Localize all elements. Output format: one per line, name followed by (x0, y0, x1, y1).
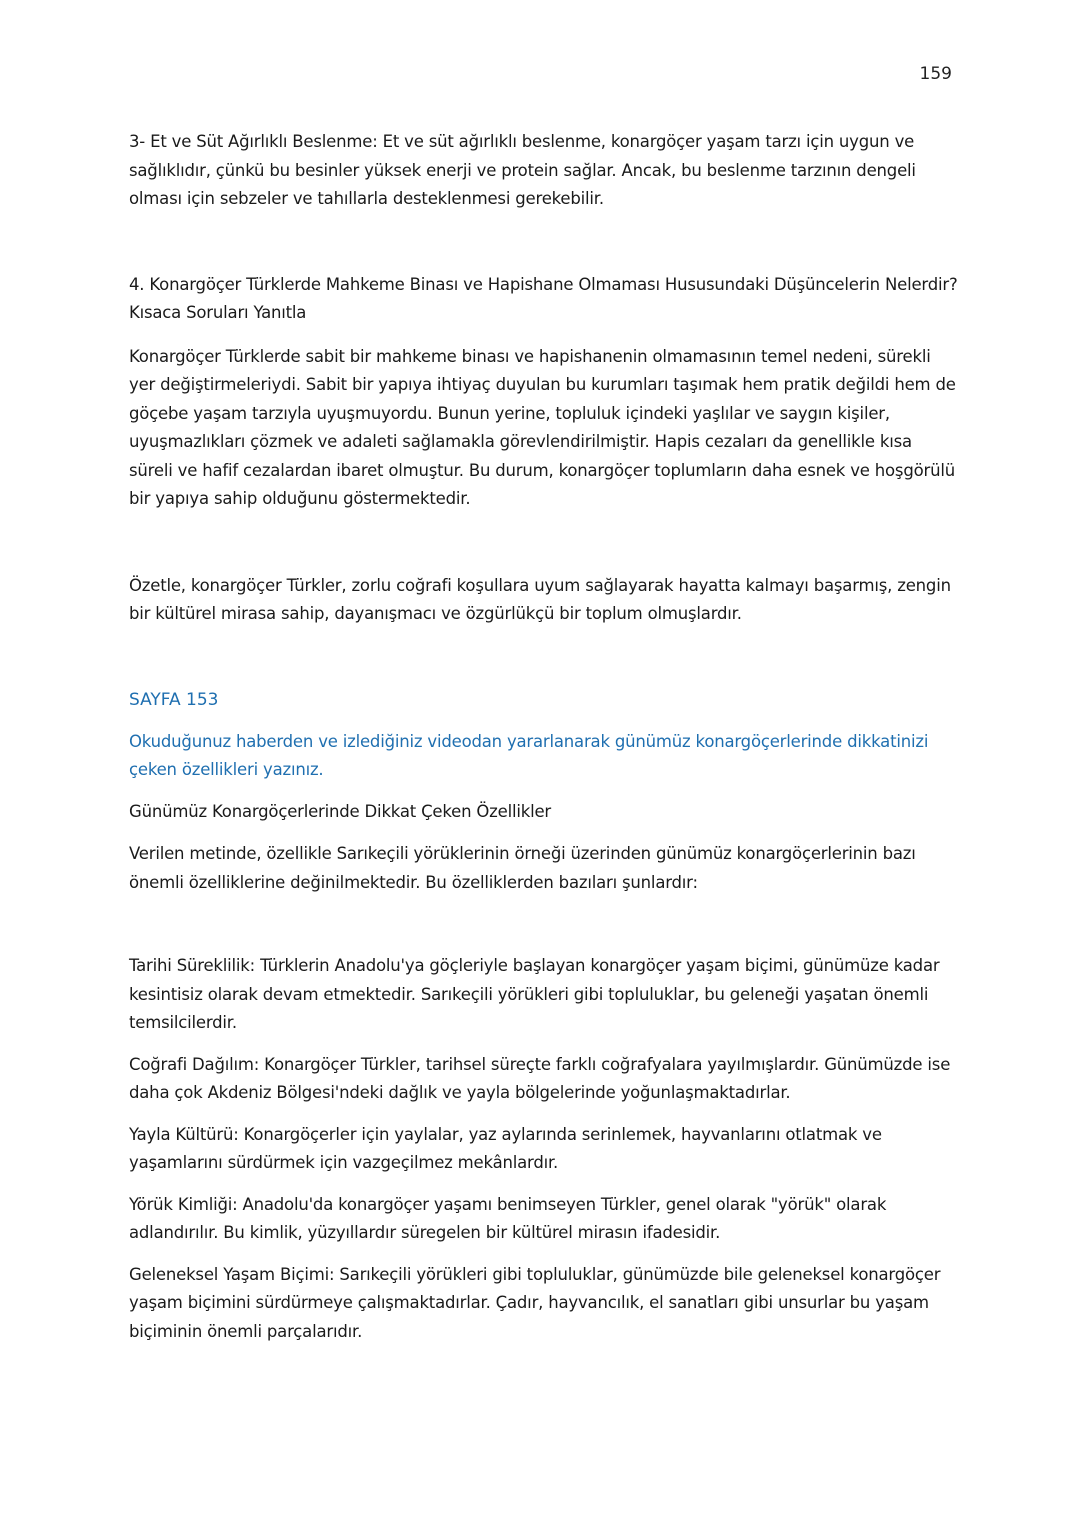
section-4-question: 4. Konargöçer Türklerde Mahkeme Binası ve Hapishane Olmaması Hususundaki Düşüncelerin Nelerdir? Kısaca Soruları Yanıtla (129, 274, 958, 322)
document-body (129, 128, 959, 1346)
page-number: 159 (919, 64, 952, 84)
summary-paragraph: Özetle, konargöçer Türkler, zorlu coğrafi koşullara uyum sağlayarak hayatta kalmayı başarmış, zengin bir kültürel mirasa sahip, dayanışmacı ve özgürlükçü bir toplum olmuşlardır. (129, 575, 951, 623)
feature-item-tarihi-sureklilik: Tarihi Süreklilik: Türklerin Anadolu'ya göçleriyle başlayan konargöçer yaşam biçimi, günümüze kadar kesintisiz olarak devam etmektedir. Sarıkeçili yörükleri gibi topluluklar, bu geleneği yaşatan önemli temsilcilerdir. (129, 956, 940, 1032)
section-4-answer: Konargöçer Türklerde sabit bir mahkeme binası ve hapishanenin olmamasının temel nedeni, sürekli yer değiştirmeleriydi. Sabit bir yapıya ihtiyaç duyulan bu kurumları taşımak hem pratik değildi hem de göçebe yaşam tarzıyla uyuşmuyordu. Bunun yerine, topluluk içindeki yaşlılar ve saygın kişiler, uyuşmazlıkları çözmek ve adaleti sağlamakla görevlendirilmiştir. Hapis cezaları da genellikle kısa süreli ve hafif cezalardan ibaret olmuştur. Bu durum, konargöçer toplumların daha esnek ve hoşgörülü bir yapıya sahip olduğunu göstermektedir. (129, 346, 956, 508)
section-3-paragraph: 3- Et ve Süt Ağırlıklı Beslenme: Et ve süt ağırlıklı beslenme, konargöçer yaşam tarzı için uygun ve sağlıklıdır, çünkü bu besinler yüksek enerji ve protein sağlar. Ancak, bu beslenme tarzının dengeli olması için sebzeler ve tahıllarla desteklenmesi gerekebilir. (129, 132, 916, 208)
feature-item-geleneksel-yasam: Geleneksel Yaşam Biçimi: Sarıkeçili yörükleri gibi topluluklar, günümüzde bile geleneksel konargöçer yaşam biçimini sürdürmeye çalışmaktadırlar. Çadır, hayvancılık, el sanatları gibi unsurlar bu yaşam biçiminin önemli parçalarıdır. (129, 1264, 941, 1341)
feature-item-cografi-dagilim: Coğrafi Dağılım: Konargöçer Türkler, tarihsel süreçte farklı coğrafyalara yayılmışlardır. Günümüzde ise daha çok Akdeniz Bölgesi'ndeki dağlık ve yayla bölgelerinde yoğunlaşmaktadırlar. (129, 1054, 951, 1102)
sayfa-153-subtitle: Günümüz Konargöçerlerinde Dikkat Çeken Özellikler (129, 801, 552, 821)
feature-item-yayla-kulturu: Yayla Kültürü: Konargöçerler için yaylalar, yaz aylarında serinlemek, hayvanlarını otlatmak ve yaşamlarını sürdürmek için vazgeçilmez mekânlardır. (129, 1124, 882, 1172)
sayfa-153-instruction: Okuduğunuz haberden ve izlediğiniz videodan yararlanarak günümüz konargöçerlerinde dikkatinizi çeken özellikleri yazınız. (129, 731, 929, 779)
sayfa-153-heading: SAYFA 153 (129, 689, 219, 710)
sayfa-153-intro: Verilen metinde, özellikle Sarıkeçili yörüklerinin örneği üzerinden günümüz konargöçerlerinin bazı önemli özelliklerine değinilmektedir. Bu özelliklerden bazıları şunlardır: (129, 844, 916, 892)
feature-item-yoruk-kimligi: Yörük Kimliği: Anadolu'da konargöçer yaşamı benimseyen Türkler, genel olarak "yörük" olarak adlandırılır. Bu kimlik, yüzyıllardır süregelen bir kültürel mirasın ifadesidir. (129, 1194, 887, 1242)
